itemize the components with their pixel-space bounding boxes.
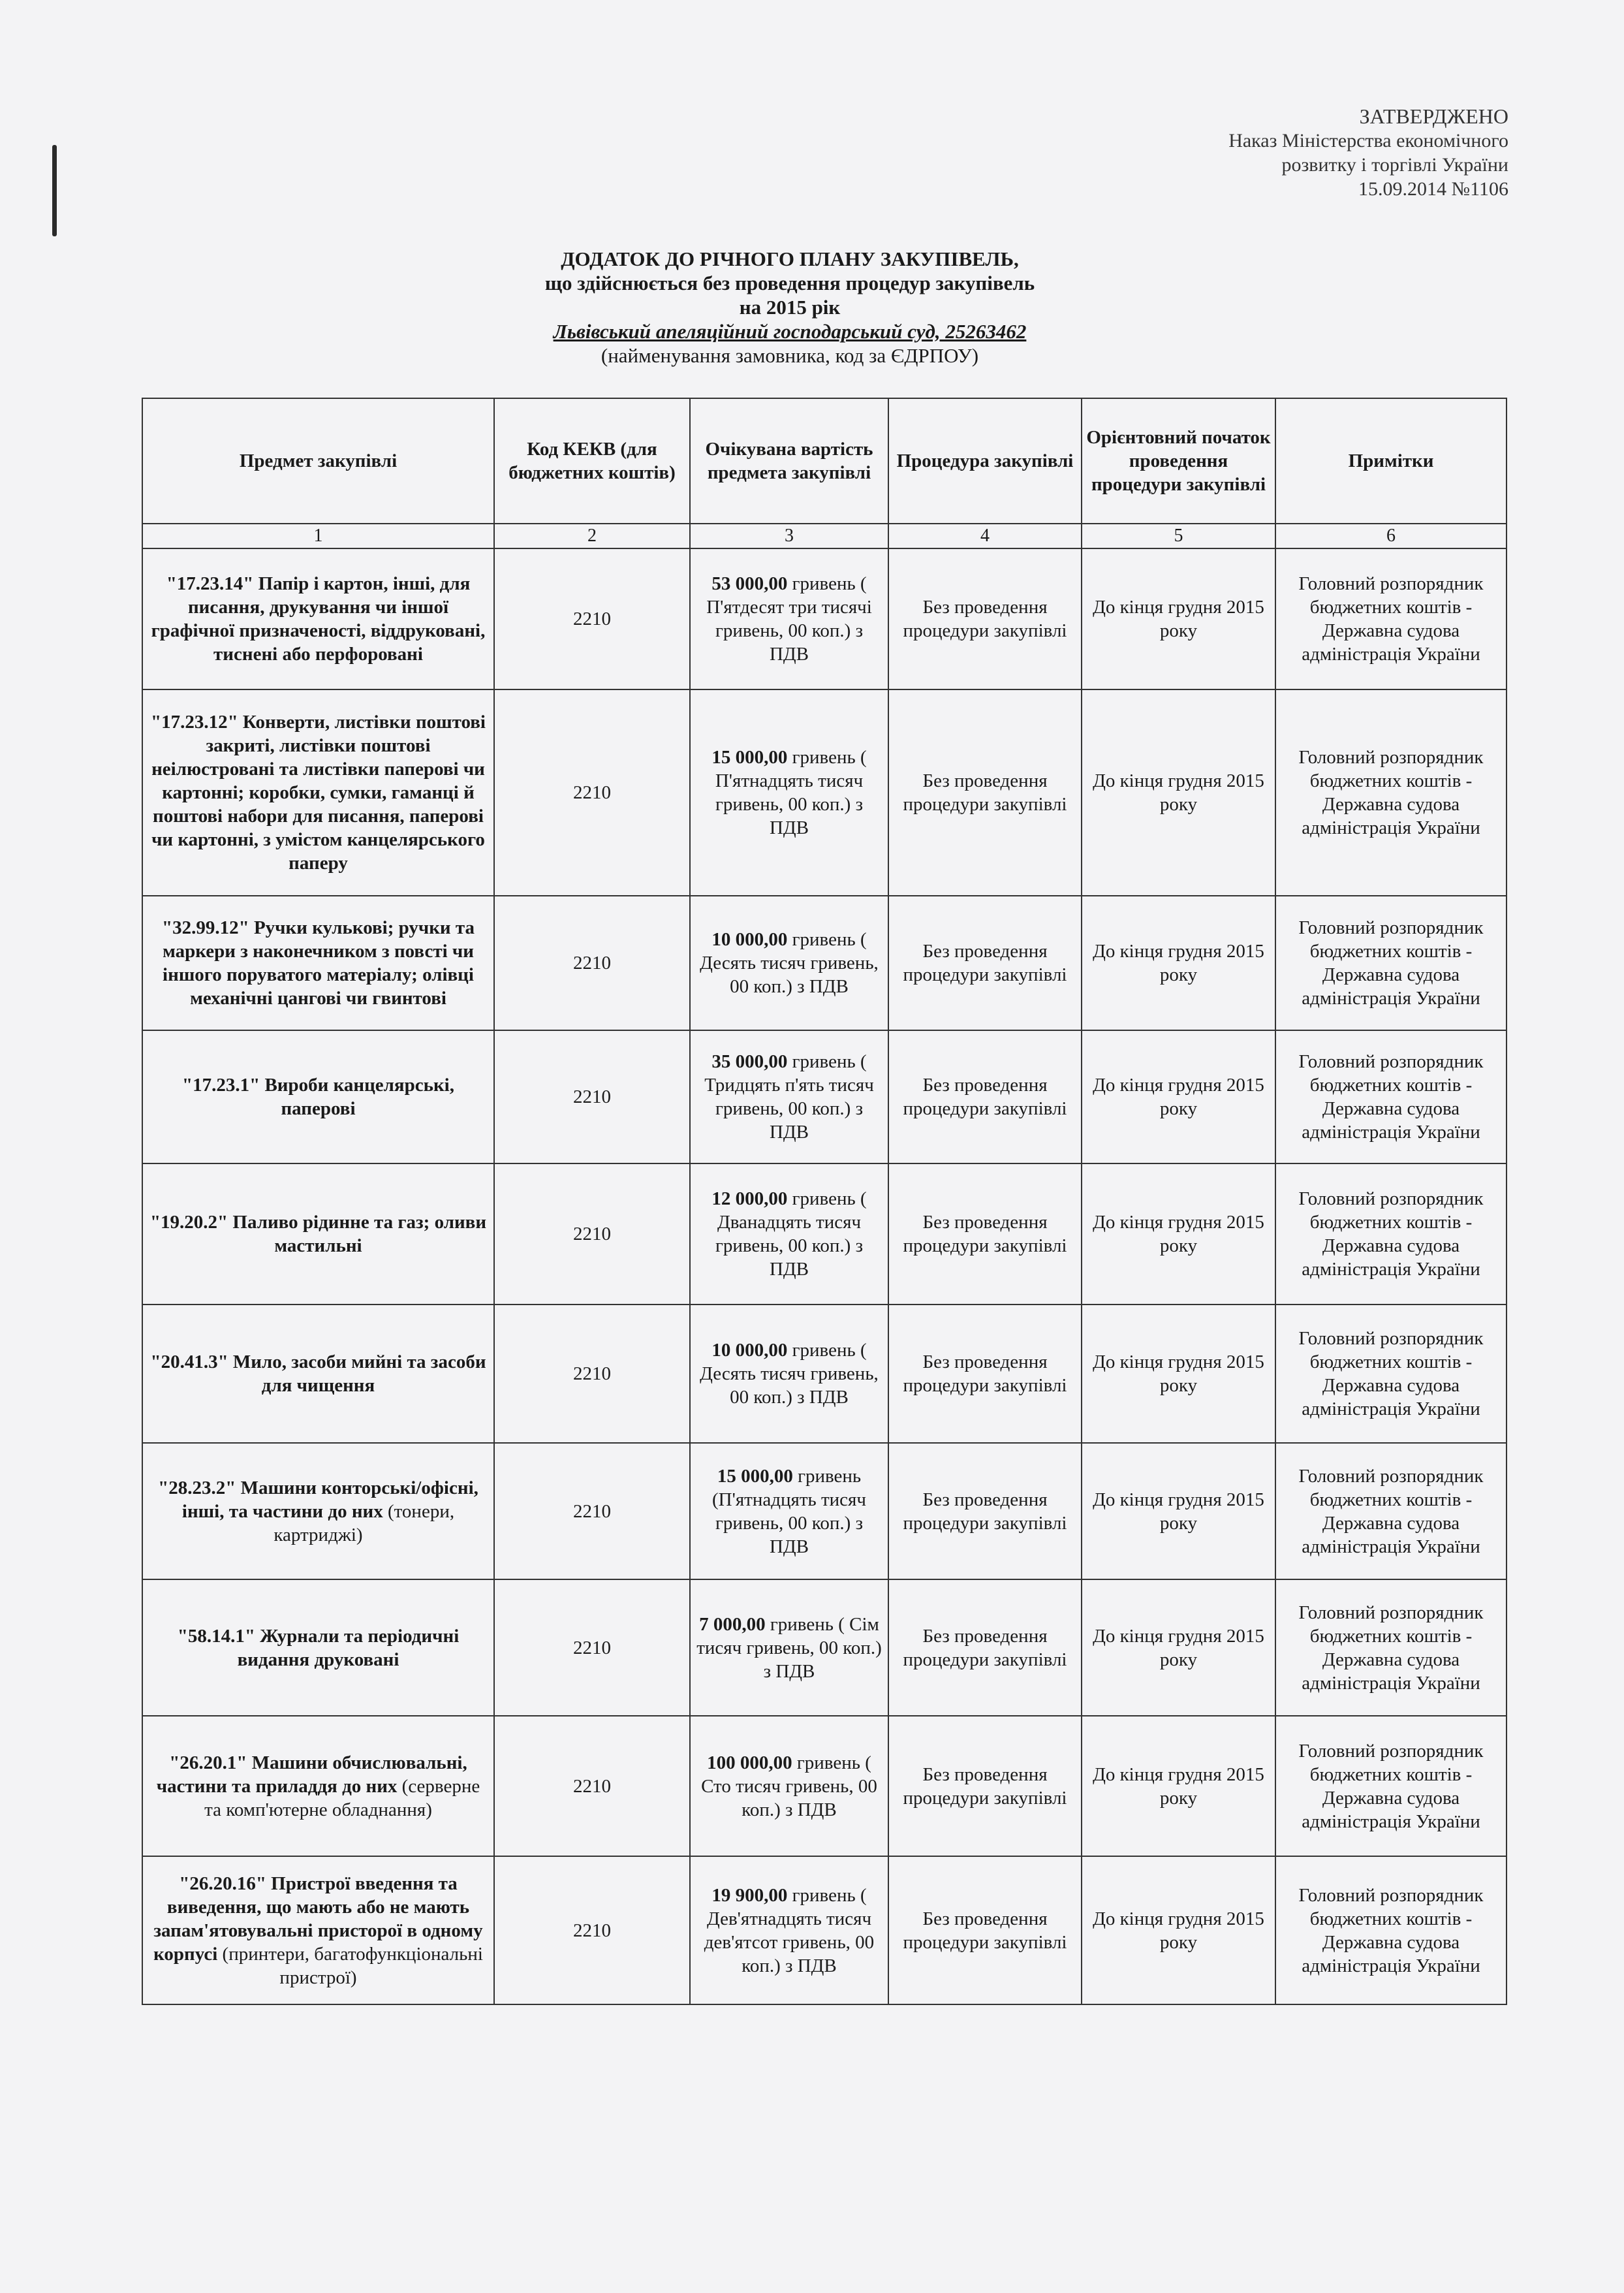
amount-value: 15 000,00 <box>711 747 788 768</box>
customer-caption: (найменування замовника, код за ЄДРПОУ) <box>601 344 979 367</box>
start-cell: До кінця грудня 2015 року <box>1082 1443 1275 1579</box>
subject-name: "17.23.14" Папір і картон, інші, для писання, друкування чи іншої графічної призначеності, віддруковані, тиснені або перфоровані <box>151 573 486 665</box>
table-row <box>142 1163 1507 1305</box>
subject-cell <box>142 1579 494 1716</box>
amount-text: гривень ( П'ятнадцять тисяч гривень, 00 коп.) з ПДВ <box>715 747 867 838</box>
column-header: Предмет закупівлі <box>142 398 494 524</box>
amount-text: гривень ( Сім тисяч гривень, 00 коп.) з ПДВ <box>696 1613 882 1682</box>
amount-value: 53 000,00 <box>711 573 788 594</box>
kekv-cell: 2210 <box>494 1030 690 1163</box>
notes-cell: Головний розпорядник бюджетних коштів - Державна судова адміністрація України <box>1275 1305 1507 1443</box>
table-row <box>142 548 1507 689</box>
procedure-cell: Без проведення процедури закупівлі <box>888 1030 1082 1163</box>
amount-cell <box>690 1856 888 2004</box>
procedure-cell: Без проведення процедури закупівлі <box>888 1716 1082 1856</box>
scan-mark <box>52 145 57 236</box>
amount-cell <box>690 1305 888 1443</box>
kekv-cell: 2210 <box>494 1163 690 1305</box>
column-header: Очікувана вартість предмета закупівлі <box>690 398 888 524</box>
start-cell: До кінця грудня 2015 року <box>1082 548 1275 689</box>
table-row <box>142 1579 1507 1716</box>
subject-name: "19.20.2" Паливо рідинне та газ; оливи мастильні <box>149 1212 487 1256</box>
procedure-cell: Без проведення процедури закупівлі <box>888 1443 1082 1579</box>
amount-cell <box>690 689 888 896</box>
subject-name: "26.20.16" Пристрої введення та виведення, що мають або не мають запам'ятовувальні присторої в одному корпусі <box>153 1873 483 1965</box>
approval-line: Наказ Міністерства економічного <box>1228 130 1508 151</box>
approval-title: ЗАТВЕРДЖЕНО <box>1359 104 1508 128</box>
kekv-cell: 2210 <box>494 1305 690 1443</box>
amount-value: 10 000,00 <box>711 929 788 950</box>
document-heading <box>496 247 1084 368</box>
kekv-cell: 2210 <box>494 896 690 1030</box>
document-year: на 2015 рік <box>739 296 841 319</box>
start-cell: До кінця грудня 2015 року <box>1082 1030 1275 1163</box>
table-header-row <box>142 398 1507 524</box>
subject-note: (принтери, багатофункціональні пристрої) <box>222 1943 483 1988</box>
subject-name: "58.14.1" Журнали та періодичні видання друковані <box>177 1625 460 1670</box>
table-row <box>142 1443 1507 1579</box>
amount-text: гривень (П'ятнадцять тисяч гривень, 00 коп.) з ПДВ <box>712 1465 866 1557</box>
subject-cell <box>142 689 494 896</box>
procedure-cell: Без проведення процедури закупівлі <box>888 1305 1082 1443</box>
table-row <box>142 1716 1507 1856</box>
start-cell: До кінця грудня 2015 року <box>1082 1579 1275 1716</box>
column-number: 4 <box>888 524 1082 548</box>
column-number: 5 <box>1082 524 1275 548</box>
column-number-row <box>142 524 1507 548</box>
notes-cell: Головний розпорядник бюджетних коштів - Державна судова адміністрація України <box>1275 1579 1507 1716</box>
notes-cell: Головний розпорядник бюджетних коштів - Державна судова адміністрація України <box>1275 896 1507 1030</box>
subject-cell <box>142 896 494 1030</box>
notes-cell: Головний розпорядник бюджетних коштів - Державна судова адміністрація України <box>1275 1856 1507 2004</box>
document-subtitle: що здійснюється без проведення процедур закупівель <box>544 272 1035 294</box>
procedure-cell: Без проведення процедури закупівлі <box>888 689 1082 896</box>
amount-text: гривень ( Десять тисяч гривень, 00 коп.) з ПДВ <box>700 929 879 997</box>
subject-cell <box>142 1030 494 1163</box>
notes-cell: Головний розпорядник бюджетних коштів - Державна судова адміністрація України <box>1275 1163 1507 1305</box>
subject-cell <box>142 548 494 689</box>
amount-cell <box>690 1579 888 1716</box>
subject-cell <box>142 1856 494 2004</box>
amount-value: 100 000,00 <box>707 1752 792 1773</box>
subject-name: "32.99.12" Ручки кулькові; ручки та маркери з наконечником з повсті чи іншого поруватого матеріалу; олівці механічні цангові чи гвинтові <box>162 917 475 1009</box>
subject-name: "20.41.3" Мило, засоби мийні та засоби для чищення <box>150 1352 486 1396</box>
table-row <box>142 1030 1507 1163</box>
amount-cell <box>690 896 888 1030</box>
approval-line: розвитку і торгівлі України <box>1281 154 1508 176</box>
amount-value: 15 000,00 <box>717 1465 793 1487</box>
amount-text: гривень ( Десять тисяч гривень, 00 коп.) з ПДВ <box>700 1340 879 1408</box>
notes-cell: Головний розпорядник бюджетних коштів - Державна судова адміністрація України <box>1275 1030 1507 1163</box>
column-header: Код КЕКВ (для бюджетних коштів) <box>494 398 690 524</box>
amount-value: 12 000,00 <box>711 1188 788 1209</box>
table-row <box>142 689 1507 896</box>
notes-cell: Головний розпорядник бюджетних коштів - Державна судова адміністрація України <box>1275 689 1507 896</box>
notes-cell: Головний розпорядник бюджетних коштів - Державна судова адміністрація України <box>1275 1716 1507 1856</box>
amount-cell <box>690 1163 888 1305</box>
amount-value: 35 000,00 <box>711 1051 788 1072</box>
start-cell: До кінця грудня 2015 року <box>1082 1716 1275 1856</box>
amount-cell <box>690 548 888 689</box>
column-number: 3 <box>690 524 888 548</box>
start-cell: До кінця грудня 2015 року <box>1082 896 1275 1030</box>
table-row <box>142 1856 1507 2004</box>
column-header: Орієнтовний початок проведення процедури закупівлі <box>1082 398 1275 524</box>
start-cell: До кінця грудня 2015 року <box>1082 1305 1275 1443</box>
subject-name: "17.23.1" Вироби канцелярські, паперові <box>182 1075 454 1119</box>
notes-cell: Головний розпорядник бюджетних коштів - Державна судова адміністрація України <box>1275 1443 1507 1579</box>
amount-cell <box>690 1443 888 1579</box>
start-cell: До кінця грудня 2015 року <box>1082 689 1275 896</box>
amount-text: гривень ( Тридцять п'ять тисяч гривень, 00 коп.) з ПДВ <box>704 1051 874 1143</box>
subject-cell <box>142 1305 494 1443</box>
subject-name: "28.23.2" Машини конторські/офісні, інші, та частини до них <box>158 1477 478 1522</box>
subject-cell <box>142 1443 494 1579</box>
column-number: 1 <box>142 524 494 548</box>
amount-value: 10 000,00 <box>711 1340 788 1361</box>
subject-name: "17.23.12" Конверти, листівки поштові закриті, листівки поштові неілюстровані та листівки паперові чи картонні; коробки, сумки, гаманці й поштові набори для писання, паперові чи картонні, з умістом канцелярського паперу <box>150 712 486 874</box>
amount-cell <box>690 1716 888 1856</box>
kekv-cell: 2210 <box>494 1716 690 1856</box>
document-title: ДОДАТОК ДО РІЧНОГО ПЛАНУ ЗАКУПІВЕЛЬ, <box>561 247 1019 270</box>
start-cell: До кінця грудня 2015 року <box>1082 1856 1275 2004</box>
procedure-cell: Без проведення процедури закупівлі <box>888 1163 1082 1305</box>
column-number: 6 <box>1275 524 1507 548</box>
subject-name: "26.20.1" Машини обчислювальні, частини та приладдя до них <box>156 1752 467 1797</box>
table-row <box>142 896 1507 1030</box>
column-number: 2 <box>494 524 690 548</box>
amount-value: 19 900,00 <box>711 1884 788 1906</box>
customer-name: Львівський апеляційний господарський суд, 25263462 <box>553 320 1027 343</box>
subject-note: (серверне та комп'ютерне обладнання) <box>204 1775 480 1820</box>
amount-cell <box>690 1030 888 1163</box>
subject-cell <box>142 1716 494 1856</box>
procedure-cell: Без проведення процедури закупівлі <box>888 548 1082 689</box>
kekv-cell: 2210 <box>494 689 690 896</box>
amount-text: гривень ( Сто тисяч гривень, 00 коп.) з ПДВ <box>701 1752 877 1820</box>
procurement-table <box>142 398 1507 2005</box>
column-header: Примітки <box>1275 398 1507 524</box>
amount-text: гривень ( П'ятдесят три тисячі гривень, 00 коп.) з ПДВ <box>706 573 872 665</box>
kekv-cell: 2210 <box>494 548 690 689</box>
procedure-cell: Без проведення процедури закупівлі <box>888 1579 1082 1716</box>
amount-text: гривень ( Дев'ятнадцять тисяч дев'ятсот гривень, 00 коп.) з ПДВ <box>704 1884 875 1976</box>
table-row <box>142 1305 1507 1443</box>
amount-value: 7 000,00 <box>699 1613 766 1635</box>
start-cell: До кінця грудня 2015 року <box>1082 1163 1275 1305</box>
kekv-cell: 2210 <box>494 1443 690 1579</box>
approval-line: 15.09.2014 №1106 <box>1358 178 1508 200</box>
procedure-cell: Без проведення процедури закупівлі <box>888 1856 1082 2004</box>
subject-note: (тонери, картриджі) <box>273 1500 455 1545</box>
amount-text: гривень ( Дванадцять тисяч гривень, 00 коп.) з ПДВ <box>715 1188 867 1280</box>
notes-cell: Головний розпорядник бюджетних коштів - Державна судова адміністрація України <box>1275 548 1507 689</box>
approval-stamp <box>1228 104 1508 201</box>
subject-cell <box>142 1163 494 1305</box>
column-header: Процедура закупівлі <box>888 398 1082 524</box>
kekv-cell: 2210 <box>494 1579 690 1716</box>
procedure-cell: Без проведення процедури закупівлі <box>888 896 1082 1030</box>
kekv-cell: 2210 <box>494 1856 690 2004</box>
